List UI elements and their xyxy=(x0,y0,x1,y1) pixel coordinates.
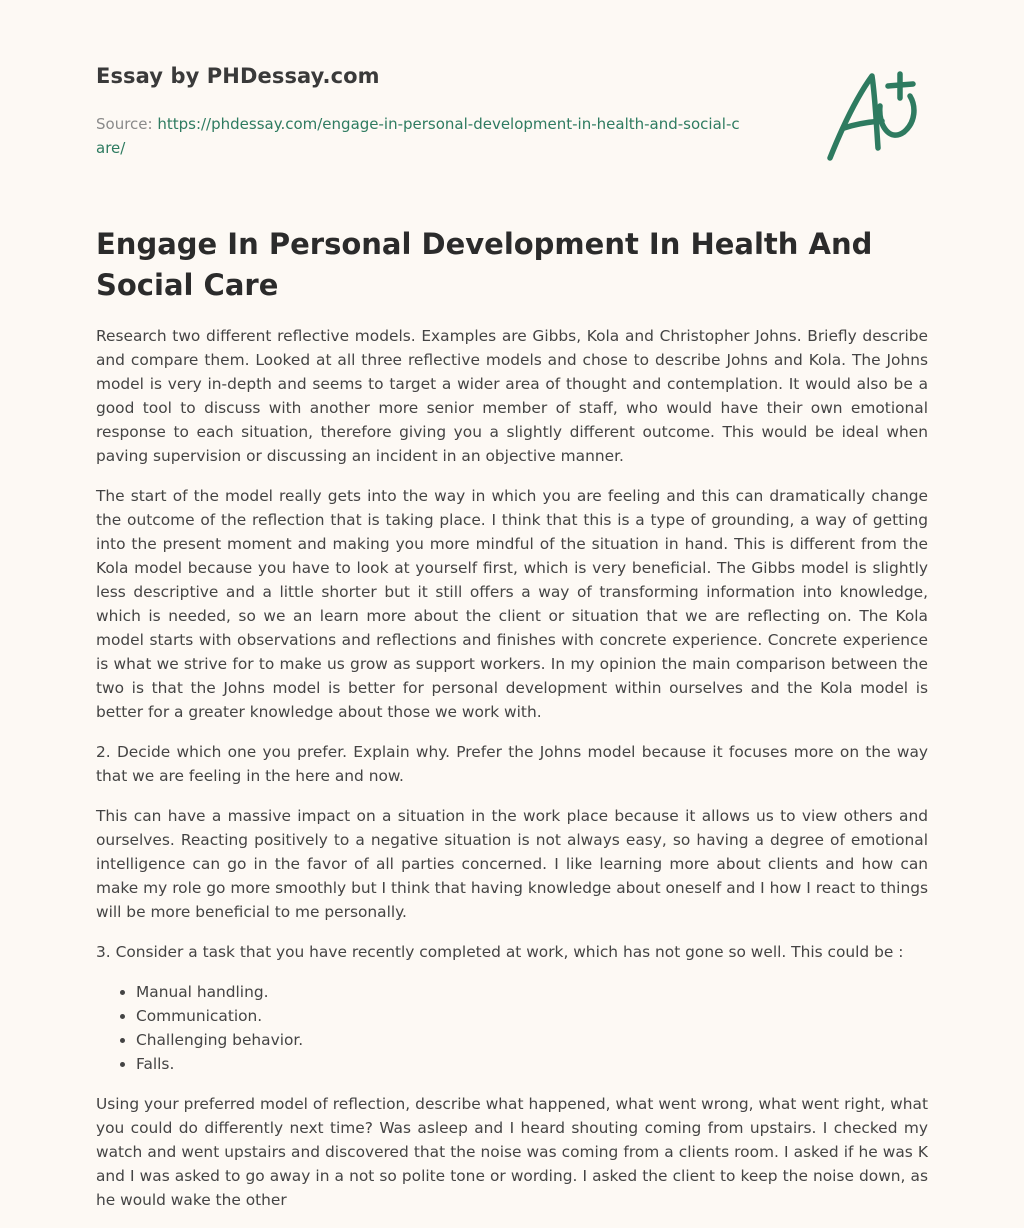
list-item: • Manual handling. xyxy=(136,980,928,1004)
paragraph-5: 3. Consider a task that you have recently completed at work, which has not gone so well. This could be : xyxy=(96,943,904,961)
list-item: • Falls. xyxy=(136,1052,928,1076)
a-plus-logo-icon xyxy=(820,66,930,166)
paragraph-1: Research two different reflective models. Examples are Gibbs, Kola and Christopher Johns. Briefly describe and compare them. Looked at all three reflective models and chose to describe Johns and Kola. The Johns model is very in-depth and seems to target a wider area of thought and contemplation. It would also be a good tool to discuss with another more senior member of staff, who would have their own emotional response to each situation, therefore giving you a slightly different outcome. This would be ideal when paving supervision or discussing an incident in an objective manner. xyxy=(96,327,928,465)
source-line xyxy=(96,112,746,160)
paragraph-3: 2. Decide which one you prefer. Explain why. Prefer the Johns model because it focuses more on the way that we are feeling in the here and now. xyxy=(96,743,928,785)
source-label: Source: xyxy=(96,115,158,133)
list-item: • Challenging behavior. xyxy=(136,1028,928,1052)
paragraph-6: Using your preferred model of reflection, describe what happened, what went wrong, what went right, what you could do differently next time? Was asleep and I heard shouting coming from upstairs. I checked my watch and went upstairs and discovered that the noise was coming from a clients room. I asked if he was K and I was asked to go away in a not so polite tone or wording. I asked the client to keep the noise down, as he would wake the other xyxy=(96,1095,928,1209)
article-title: Engage In Personal Development In Health And Social Care xyxy=(96,227,873,302)
article-body xyxy=(96,324,928,1228)
paragraph-4: This can have a massive impact on a situation in the work place because it allows us to view others and ourselves. Reacting positively to a negative situation is not always easy, so having a degree of emotional intelligence can go in the favor of all parties concerned. I like learning more about clients and how can make my role go more smoothly but I think that having knowledge about oneself and I how I react to things will be more beneficial to me personally. xyxy=(96,807,928,921)
list-item: • Communication. xyxy=(136,1004,928,1028)
paragraph-2: The start of the model really gets into the way in which you are feeling and this can dramatically change the outcome of the reflection that is taking place. I think that this is a type of grounding, a way of getting into the present moment and making you more mindful of the situation in hand. This is different from the Kola model because you have to look at yourself first, which is very beneficial. The Gibbs model is slightly less descriptive and a little shorter but it still offers a way of transforming information into knowledge, which is needed, so we an learn more about the client or situation that we are reflecting on. The Kola model starts with observations and reflections and finishes with concrete experience. Concrete experience is what we strive for to make us grow as support workers. In my opinion the main comparison between the two is that the Johns model is better for personal development within ourselves and the Kola model is better for a greater knowledge about those we work with. xyxy=(96,487,928,721)
site-brand: Essay by PHDessay.com xyxy=(96,64,380,88)
task-list xyxy=(96,980,928,1076)
source-link[interactable]: https://phdessay.com/engage-in-personal-development-in-health-and-social-care/ xyxy=(96,115,740,157)
